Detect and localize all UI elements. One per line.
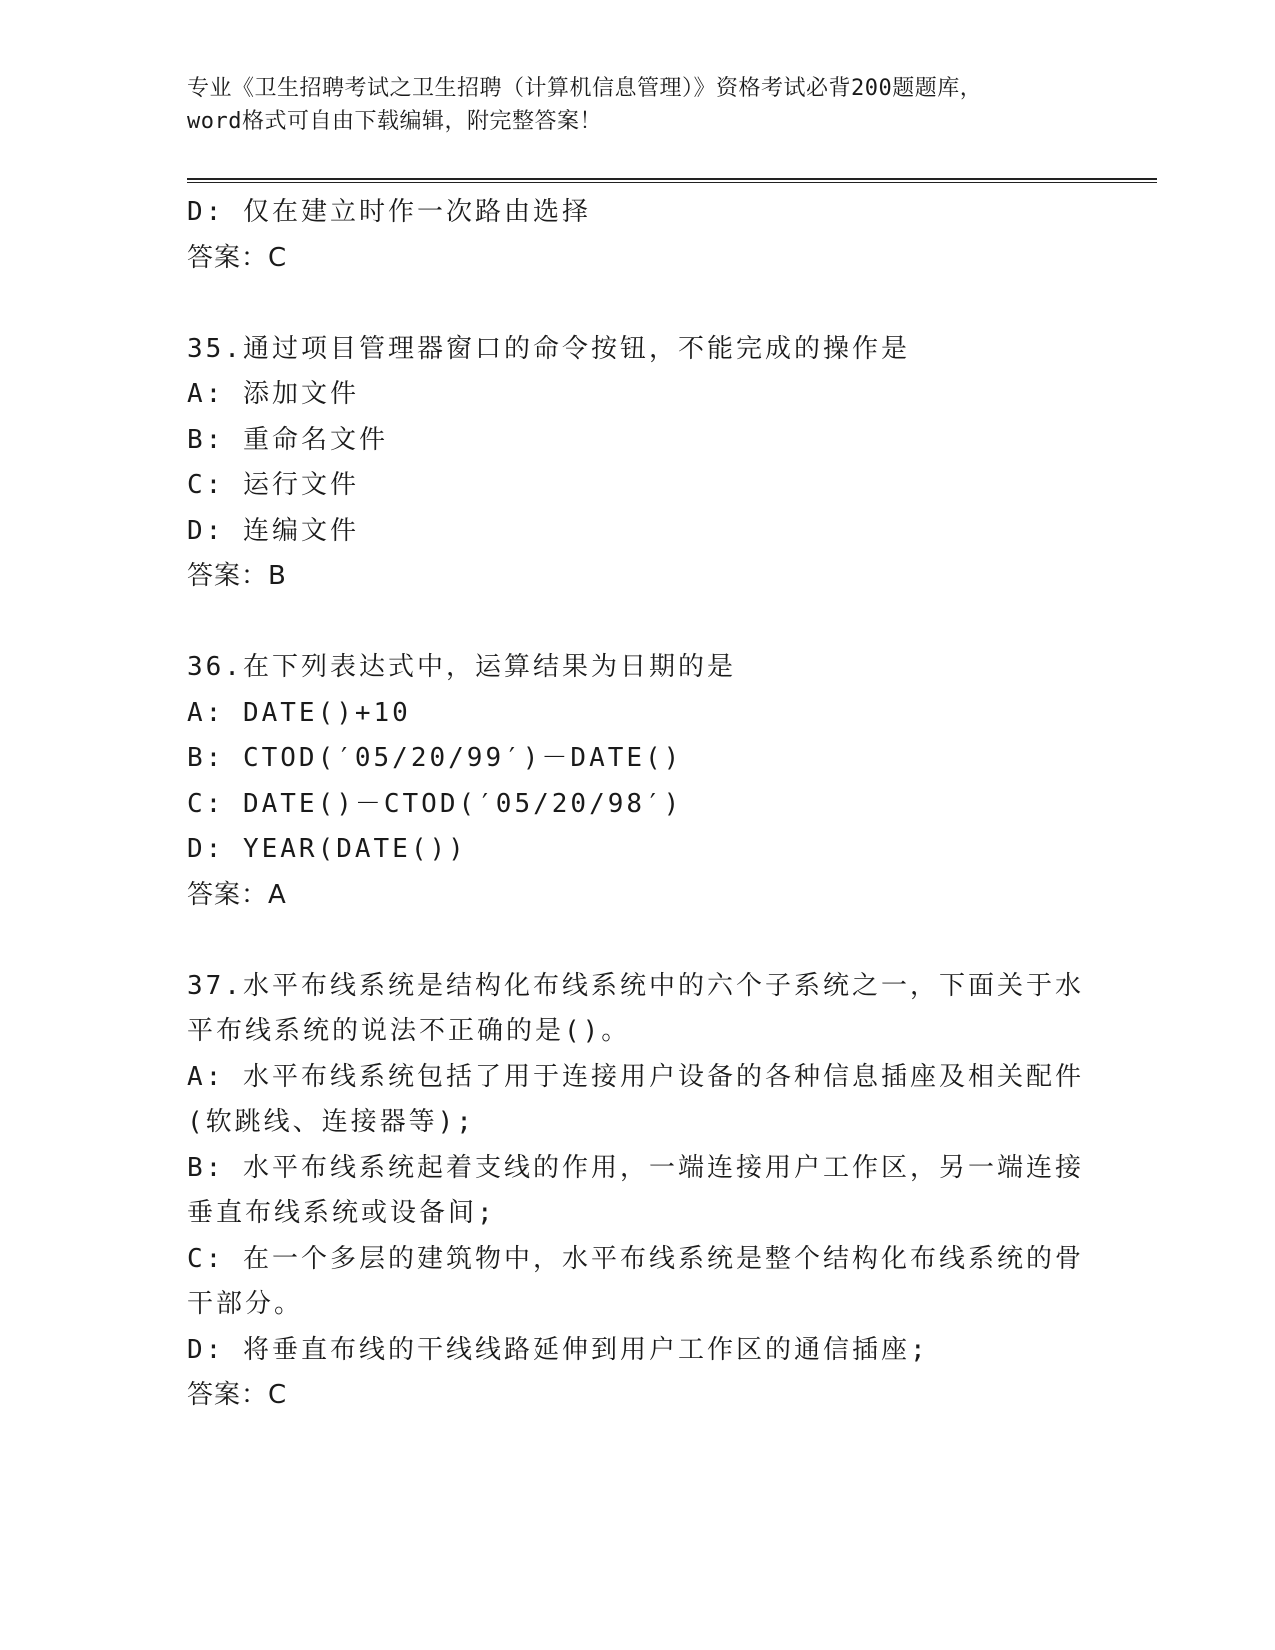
option-b: B: CTOD(′05/20/99′)－DATE() xyxy=(187,743,683,773)
answer-line: 答案：C xyxy=(187,1380,288,1410)
question-35 xyxy=(187,327,1087,600)
question-stem: 36.在下列表达式中，运算结果为日期的是 xyxy=(187,652,736,682)
question-37 xyxy=(187,964,1087,1419)
question-stem: 35.通过项目管理器窗口的命令按钮，不能完成的操作是 xyxy=(187,333,910,364)
option-a-line-2: (软跳线、连接器等); xyxy=(187,1107,475,1137)
option-b: B: 重命名文件 xyxy=(187,424,388,455)
answer-line: 答案：C xyxy=(187,242,288,273)
option-d: D: 连编文件 xyxy=(187,515,359,546)
header-divider xyxy=(187,178,1157,183)
option-d: D: 将垂直布线的干线线路延伸到用户工作区的通信插座; xyxy=(187,1334,929,1365)
option-c-line-2: 干部分。 xyxy=(187,1289,304,1319)
spacer xyxy=(187,281,1087,327)
previous-question-tail xyxy=(187,190,1087,281)
page-header xyxy=(187,72,1087,138)
option-a-line-1: A: 水平布线系统包括了用于连接用户设备的各种信息插座及相关配件 xyxy=(187,1061,1084,1092)
question-stem-line-2: 平布线系统的说法不正确的是()。 xyxy=(187,1016,631,1046)
option-a: A: 添加文件 xyxy=(187,379,359,409)
answer-line: 答案：B xyxy=(187,561,287,591)
question-stem-line-1: 37.水平布线系统是结构化布线系统中的六个子系统之一，下面关于水 xyxy=(187,970,1084,1001)
option-b-line-2: 垂直布线系统或设备间; xyxy=(187,1198,496,1228)
header-line-1: 专业《卫生招聘考试之卫生招聘（计算机信息管理）》资格考试必背200题题库， xyxy=(187,76,983,101)
option-c: C: DATE()－CTOD(′05/20/98′) xyxy=(187,788,683,819)
question-36 xyxy=(187,645,1087,918)
option-a: A: DATE()+10 xyxy=(187,697,411,728)
answer-line: 答案：A xyxy=(187,879,287,910)
header-line-2: word格式可自由下载编辑，附完整答案！ xyxy=(187,109,602,134)
option-c-line-1: C: 在一个多层的建筑物中，水平布线系统是整个结构化布线系统的骨 xyxy=(187,1243,1084,1274)
spacer xyxy=(187,600,1087,646)
document-body xyxy=(187,190,1087,1419)
option-d: D: YEAR(DATE()) xyxy=(187,834,467,864)
option-d: D: 仅在建立时作一次路由选择 xyxy=(187,197,591,227)
option-c: C: 运行文件 xyxy=(187,470,359,500)
option-b-line-1: B: 水平布线系统起着支线的作用，一端连接用户工作区，另一端连接 xyxy=(187,1152,1084,1183)
spacer xyxy=(187,918,1087,964)
